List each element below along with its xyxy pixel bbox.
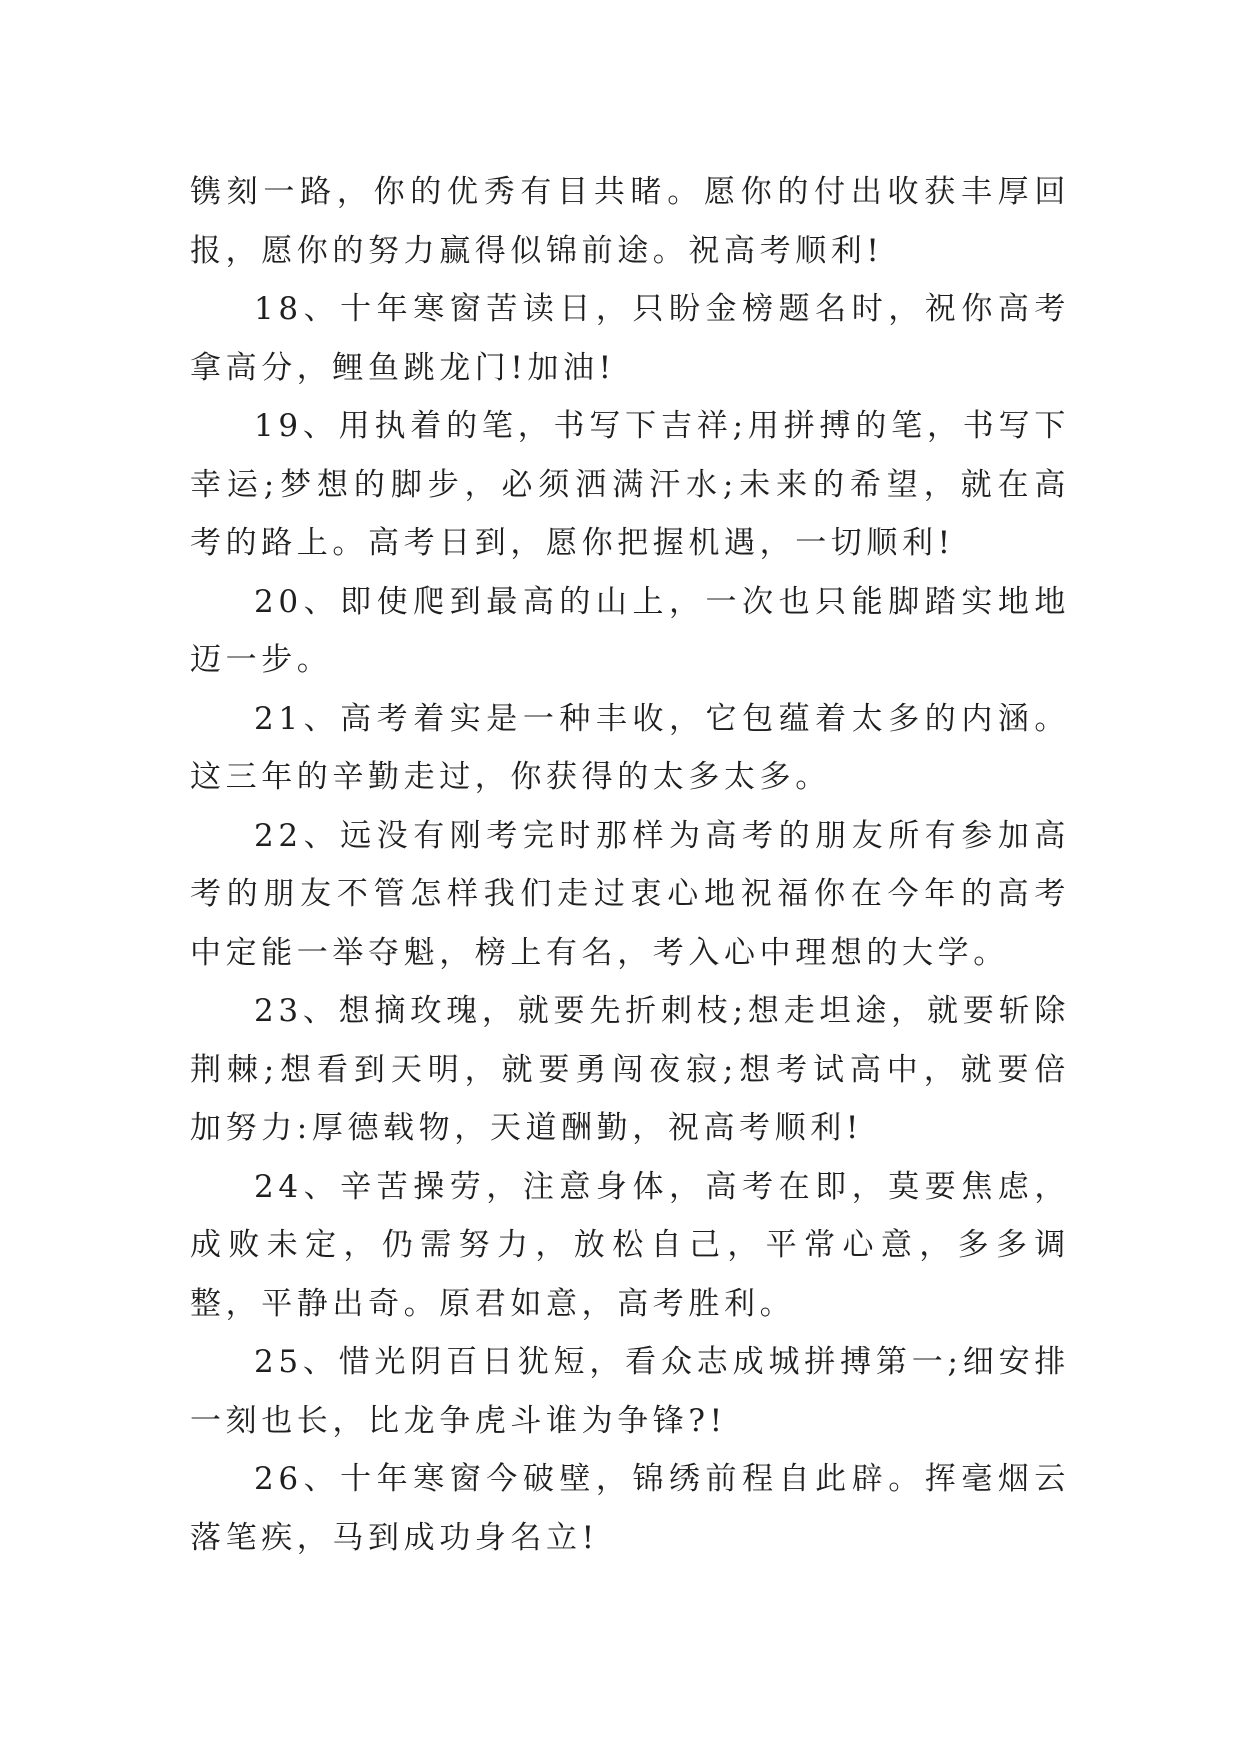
paragraph: 23、想摘玫瑰，就要先折刺枝;想走坦途，就要斩除荆棘;想看到天明，就要勇闯夜寂;想考试高中，就要倍加努力:厚德载物，天道酬勤，祝高考顺利! bbox=[190, 993, 1070, 1146]
document-body bbox=[190, 163, 1070, 1567]
paragraph: 19、用执着的笔，书写下吉祥;用拼搏的笔，书写下幸运;梦想的脚步，必须洒满汗水;未来的希望，就在高考的路上。高考日到，愿你把握机遇，一切顺利! bbox=[190, 408, 1070, 561]
paragraph: 24、辛苦操劳，注意身体，高考在即，莫要焦虑，成败未定，仍需努力，放松自己，平常心意，多多调整，平静出奇。原君如意，高考胜利。 bbox=[190, 1168, 1070, 1322]
paragraph: 18、十年寒窗苦读日，只盼金榜题名时，祝你高考拿高分，鲤鱼跳龙门!加油! bbox=[190, 291, 1070, 386]
paragraph: 25、惜光阴百日犹短，看众志成城拼搏第一;细安排一刻也长，比龙争虎斗谁为争锋?! bbox=[190, 1344, 1070, 1439]
paragraph: 22、远没有刚考完时那样为高考的朋友所有参加高考的朋友不管怎样我们走过衷心地祝福你在今年的高考中定能一举夺魁，榜上有名，考入心中理想的大学。 bbox=[190, 817, 1070, 971]
paragraph: 镌刻一路，你的优秀有目共睹。愿你的付出收获丰厚回报，愿你的努力赢得似锦前途。祝高考顺利! bbox=[190, 174, 1070, 269]
paragraph: 20、即使爬到最高的山上，一次也只能脚踏实地地迈一步。 bbox=[190, 583, 1070, 678]
paragraph: 26、十年寒窗今破壁，锦绣前程自此辟。挥毫烟云落笔疾，马到成功身名立! bbox=[190, 1461, 1070, 1556]
paragraph: 21、高考着实是一种丰收，它包蕴着太多的内涵。这三年的辛勤走过，你获得的太多太多。 bbox=[190, 700, 1070, 795]
